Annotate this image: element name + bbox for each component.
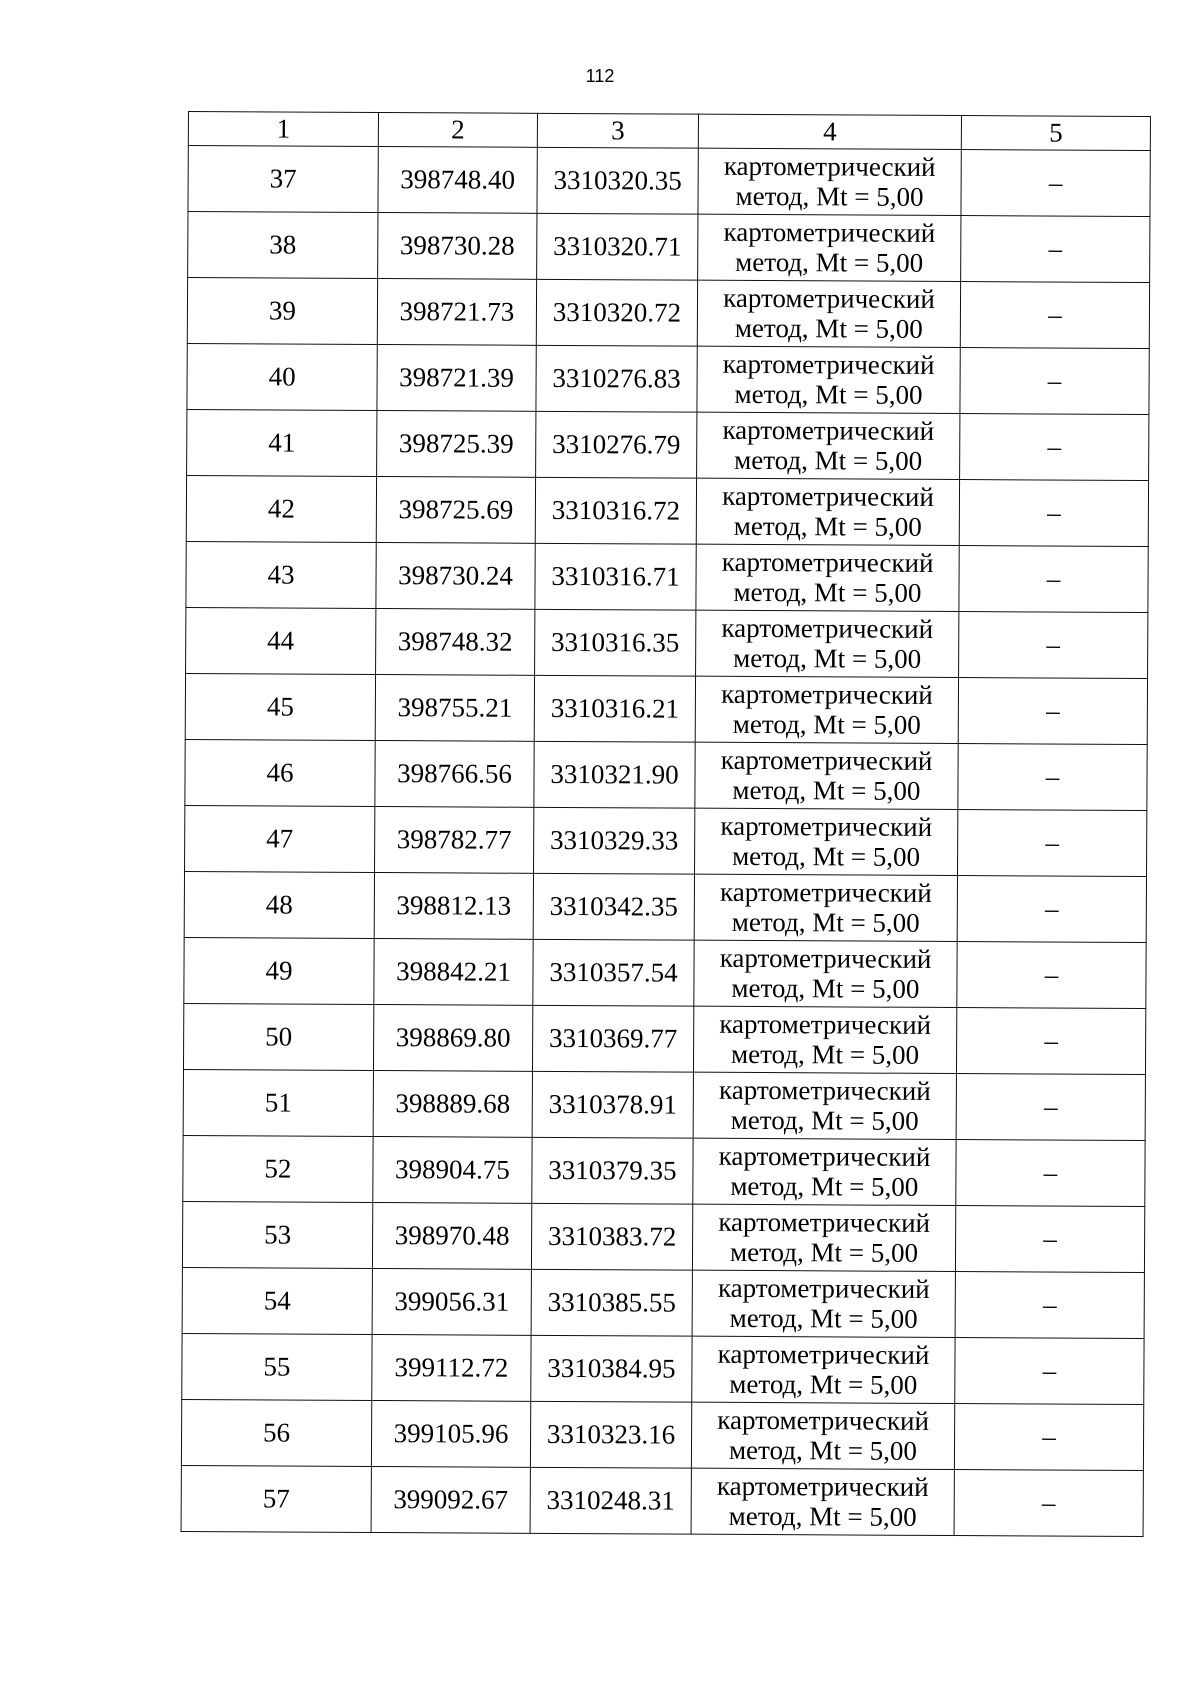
y-coordinate-cell: 3310329.33: [534, 807, 695, 874]
table-row: [183, 1003, 1145, 1074]
method-cell: [696, 544, 959, 611]
note-cell: –: [959, 546, 1148, 613]
column-header-1: 1: [188, 112, 378, 147]
method-name: картометрический: [716, 1470, 929, 1502]
table-body: [181, 146, 1150, 1537]
point-number-cell: 41: [187, 409, 377, 476]
method-accuracy: метод, Mt = 5,00: [732, 774, 921, 806]
point-number-cell: 40: [187, 343, 377, 410]
method-cell: [696, 478, 959, 545]
table-row: [186, 475, 1148, 546]
method-accuracy: метод, Mt = 5,00: [729, 1236, 919, 1268]
method-cell: [693, 1006, 956, 1073]
note-cell: –: [959, 480, 1148, 547]
y-coordinate-cell: 3310357.54: [533, 939, 694, 1006]
method-accuracy: метод, Mt = 5,00: [734, 312, 923, 344]
method-name: картометрический: [721, 612, 934, 644]
method-name: картометрический: [718, 1074, 931, 1106]
method-name: картометрический: [720, 876, 932, 908]
coordinates-table: [181, 111, 1151, 1537]
x-coordinate-cell: 398721.73: [377, 278, 536, 345]
x-coordinate-cell: 398725.39: [377, 410, 536, 477]
note-cell: –: [960, 348, 1149, 415]
point-number-cell: 44: [186, 607, 376, 674]
method-name: картометрический: [717, 1272, 930, 1304]
table-row: [185, 739, 1147, 810]
table-row: [188, 212, 1150, 283]
point-number-cell: 56: [181, 1399, 371, 1466]
x-coordinate-cell: 399056.31: [372, 1268, 531, 1335]
x-coordinate-cell: 399112.72: [372, 1334, 531, 1401]
method-accuracy: метод, Mt = 5,00: [733, 576, 922, 608]
note-cell: –: [955, 1206, 1144, 1273]
y-coordinate-cell: 3310276.79: [536, 411, 697, 478]
x-coordinate-cell: 398766.56: [375, 740, 534, 807]
note-cell: –: [959, 612, 1148, 679]
y-coordinate-cell: 3310276.83: [536, 345, 697, 412]
column-header-2: 2: [378, 112, 537, 147]
method-cell: [691, 1468, 954, 1535]
note-cell: –: [961, 150, 1150, 217]
x-coordinate-cell: 398842.21: [374, 938, 533, 1005]
x-coordinate-cell: 399105.96: [371, 1400, 530, 1467]
method-accuracy: метод, Mt = 5,00: [731, 1038, 920, 1070]
point-number-cell: 53: [182, 1201, 372, 1268]
note-cell: –: [954, 1470, 1143, 1537]
method-accuracy: метод, Mt = 5,00: [731, 972, 920, 1004]
note-cell: –: [956, 1140, 1145, 1207]
method-cell: [692, 1336, 955, 1403]
method-accuracy: метод, Mt = 5,00: [730, 1104, 919, 1136]
point-number-cell: 54: [182, 1267, 372, 1334]
method-cell: [692, 1204, 955, 1271]
table-row: [182, 1333, 1144, 1404]
method-name: картометрический: [718, 1140, 931, 1172]
table-row: [181, 1465, 1143, 1536]
table-row: [182, 1201, 1144, 1272]
table-row: [185, 805, 1147, 876]
y-coordinate-cell: 3310320.72: [536, 279, 697, 346]
method-accuracy: метод, Mt = 5,00: [735, 246, 924, 278]
point-number-cell: 50: [183, 1003, 373, 1070]
x-coordinate-cell: 398782.77: [375, 806, 534, 873]
note-cell: –: [955, 1272, 1144, 1339]
method-name: картометрический: [717, 1338, 930, 1370]
y-coordinate-cell: 3310316.72: [535, 477, 696, 544]
method-accuracy: метод, Mt = 5,00: [729, 1368, 918, 1400]
point-number-cell: 38: [188, 212, 378, 279]
method-cell: [694, 940, 957, 1007]
method-name: картометрический: [722, 480, 934, 512]
table-row: [188, 146, 1150, 217]
method-cell: [697, 346, 960, 413]
x-coordinate-cell: 398869.80: [373, 1004, 532, 1071]
method-accuracy: метод, Mt = 5,00: [728, 1500, 917, 1532]
point-number-cell: 42: [186, 475, 376, 542]
method-cell: [698, 148, 961, 215]
point-number-cell: 52: [183, 1135, 373, 1202]
table-row: [187, 409, 1149, 480]
method-accuracy: метод, Mt = 5,00: [732, 708, 921, 740]
method-name: картометрический: [720, 744, 933, 776]
method-cell: [697, 280, 960, 347]
method-accuracy: метод, Mt = 5,00: [731, 906, 920, 938]
y-coordinate-cell: 3310384.95: [531, 1335, 692, 1402]
method-name: картометрический: [722, 414, 935, 446]
method-name: картометрический: [721, 678, 933, 710]
y-coordinate-cell: 3310379.35: [532, 1137, 693, 1204]
header-row: [188, 112, 1150, 151]
x-coordinate-cell: 399092.67: [371, 1466, 530, 1533]
page-number: 112: [585, 66, 615, 86]
x-coordinate-cell: 398730.24: [376, 542, 535, 609]
note-cell: –: [961, 216, 1150, 283]
table-row: [184, 871, 1146, 942]
point-number-cell: 51: [183, 1069, 373, 1136]
x-coordinate-cell: 398904.75: [373, 1136, 532, 1203]
y-coordinate-cell: 3310316.71: [535, 543, 696, 610]
x-coordinate-cell: 398812.13: [374, 872, 533, 939]
y-coordinate-cell: 3310342.35: [533, 873, 694, 940]
note-cell: –: [956, 1008, 1145, 1075]
method-cell: [691, 1402, 954, 1469]
point-number-cell: 55: [182, 1333, 372, 1400]
method-accuracy: метод, Mt = 5,00: [730, 1170, 919, 1202]
column-header-5: 5: [961, 116, 1150, 151]
y-coordinate-cell: 3310323.16: [530, 1401, 691, 1468]
method-cell: [694, 874, 957, 941]
point-number-cell: 39: [187, 278, 377, 345]
column-header-4: 4: [698, 114, 961, 149]
method-cell: [695, 742, 958, 809]
table-row: [186, 541, 1148, 612]
y-coordinate-cell: 3310320.35: [537, 147, 698, 214]
point-number-cell: 48: [184, 871, 374, 938]
note-cell: –: [957, 942, 1146, 1009]
method-accuracy: метод, Mt = 5,00: [734, 444, 923, 476]
method-name: картометрический: [723, 216, 936, 248]
y-coordinate-cell: 3310383.72: [531, 1203, 692, 1270]
note-cell: –: [960, 414, 1149, 481]
method-accuracy: метод, Mt = 5,00: [729, 1302, 918, 1334]
x-coordinate-cell: 398748.32: [376, 608, 535, 675]
method-name: картометрический: [723, 150, 936, 182]
table-row: [182, 1267, 1144, 1338]
point-number-cell: 49: [184, 937, 374, 1004]
table-row: [183, 1069, 1145, 1140]
method-name: картометрический: [720, 810, 933, 842]
method-name: картометрический: [722, 348, 935, 380]
note-cell: –: [954, 1404, 1143, 1471]
y-coordinate-cell: 3310369.77: [532, 1005, 693, 1072]
method-cell: [698, 214, 961, 281]
table-row: [187, 278, 1149, 349]
note-cell: –: [960, 282, 1149, 349]
column-header-3: 3: [537, 113, 698, 148]
point-number-cell: 37: [188, 146, 378, 213]
y-coordinate-cell: 3310321.90: [534, 741, 695, 808]
method-name: картометрический: [719, 942, 932, 974]
method-name: картометрический: [721, 546, 934, 578]
note-cell: –: [958, 744, 1147, 811]
x-coordinate-cell: 398730.28: [378, 212, 537, 279]
table-row: [184, 937, 1146, 1008]
method-name: картометрический: [723, 282, 935, 314]
table-row: [185, 673, 1147, 744]
method-accuracy: метод, Mt = 5,00: [728, 1434, 918, 1466]
x-coordinate-cell: 398748.40: [378, 146, 537, 213]
note-cell: –: [956, 1074, 1145, 1141]
x-coordinate-cell: 398721.39: [377, 344, 536, 411]
y-coordinate-cell: 3310248.31: [530, 1467, 691, 1534]
method-accuracy: метод, Mt = 5,00: [733, 510, 922, 542]
method-accuracy: метод, Mt = 5,00: [732, 840, 921, 872]
x-coordinate-cell: 398755.21: [375, 674, 534, 741]
note-cell: –: [957, 876, 1146, 943]
table-row: [186, 607, 1148, 678]
point-number-cell: 47: [185, 805, 375, 872]
note-cell: –: [958, 678, 1147, 745]
method-accuracy: метод, Mt = 5,00: [735, 180, 924, 212]
x-coordinate-cell: 398725.69: [376, 476, 535, 543]
note-cell: –: [955, 1338, 1144, 1405]
y-coordinate-cell: 3310320.71: [537, 213, 698, 280]
method-name: картометрический: [717, 1404, 930, 1436]
table-row: [181, 1399, 1143, 1470]
method-accuracy: метод, Mt = 5,00: [734, 378, 923, 410]
y-coordinate-cell: 3310385.55: [531, 1269, 692, 1336]
method-cell: [696, 610, 959, 677]
x-coordinate-cell: 398889.68: [373, 1070, 532, 1137]
point-number-cell: 46: [185, 739, 375, 806]
method-cell: [695, 808, 958, 875]
note-cell: –: [958, 810, 1147, 877]
y-coordinate-cell: 3310378.91: [532, 1071, 693, 1138]
y-coordinate-cell: 3310316.21: [534, 675, 695, 742]
method-accuracy: метод, Mt = 5,00: [733, 642, 922, 674]
method-name: картометрический: [719, 1008, 932, 1040]
method-cell: [692, 1270, 955, 1337]
method-cell: [695, 676, 958, 743]
point-number-cell: 57: [181, 1465, 371, 1532]
table-row: [183, 1135, 1145, 1206]
point-number-cell: 43: [186, 541, 376, 608]
x-coordinate-cell: 398970.48: [372, 1202, 531, 1269]
method-cell: [693, 1072, 956, 1139]
table-row: [187, 343, 1149, 414]
method-cell: [697, 412, 960, 479]
method-name: картометрический: [718, 1206, 931, 1238]
point-number-cell: 45: [185, 673, 375, 740]
y-coordinate-cell: 3310316.35: [535, 609, 696, 676]
method-cell: [693, 1138, 956, 1205]
